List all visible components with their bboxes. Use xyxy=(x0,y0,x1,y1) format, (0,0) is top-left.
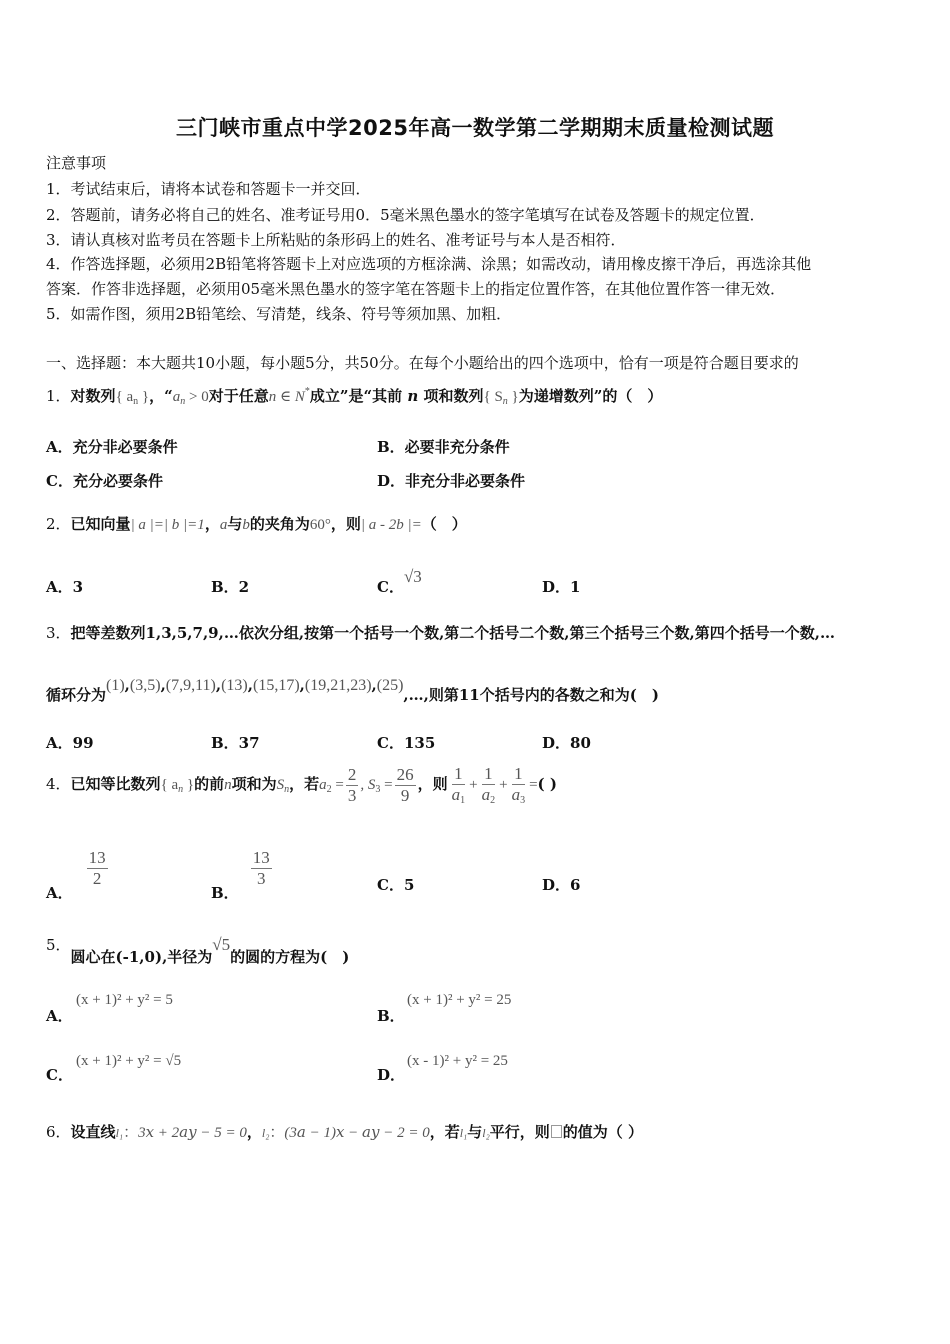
question-2: 2．已知向量| a |=| b |=1，a与b的夹角为60°，则| a - 2b |=（ ） xyxy=(46,515,467,533)
question-5: 5．圆心在(-1,0),半径为√5的圆的方程为( ) xyxy=(46,935,350,966)
question-number: 4． xyxy=(46,775,71,794)
q5-option-c-formula: (x + 1)² + y² = √5 xyxy=(76,1053,182,1069)
q1-option-a[interactable]: A．充分非必要条件 xyxy=(46,438,178,456)
question-6: 6．设直线l₁：3𝑥 + 2𝑎𝑦 − 5 = 0，l₂：(3𝑎 − 1)𝑥 − 𝑎𝑦 − 2 = 0，若l₁与l₂平行，则 的值为（ ） xyxy=(46,1123,644,1141)
q5-option-a[interactable]: A． xyxy=(46,1007,73,1025)
q2-option-d[interactable]: D．1 xyxy=(542,578,581,596)
notice-item: 5．如需作图，须用2B铅笔绘、写清楚，线条、符号等须加黑、加粗． xyxy=(46,305,512,323)
q5-option-d-formula: (x - 1)² + y² = 25 xyxy=(407,1053,508,1069)
q3-option-b[interactable]: B．37 xyxy=(211,734,260,752)
q4-option-c[interactable]: C．5 xyxy=(377,876,415,894)
q4-option-d[interactable]: D．6 xyxy=(542,876,581,894)
question-number: 6． xyxy=(46,1123,71,1141)
q1-option-d[interactable]: D．非充分非必要条件 xyxy=(377,472,526,490)
notice-item: 2．答题前，请务必将自己的姓名、准考证号用0．5毫米黑色墨水的签字笔填写在试卷及答题卡的规定位置． xyxy=(46,206,765,224)
q4-option-a[interactable]: A． $\frac{13}{2}$ xyxy=(46,848,106,903)
q5-option-a-formula: (x + 1)² + y² = 5 xyxy=(76,992,173,1008)
notice-item: 1．考试结束后，请将本试卷和答题卡一并交回． xyxy=(46,180,371,198)
page-title: 三门峡市重点中学2025年高一数学第二学期期末质量检测试题 xyxy=(176,116,774,140)
notice-heading: 注意事项 xyxy=(46,154,107,172)
question-number: 5． xyxy=(46,936,71,954)
question-3-line-2: 循环分为(1),(3,5),(7,9,11),(13),(15,17),(19,21,23),(25),…,则第11个括号内的各数之和为( ) xyxy=(46,676,659,704)
question-3-line-1: 3．把等差数列1,3,5,7,9,…依次分组,按第一个括号一个数,第二个括号二个数,第三个括号三个数,第四个括号一个数,… xyxy=(46,624,835,642)
q2-option-c[interactable]: C．√3 xyxy=(377,567,422,596)
notice-item: 3．请认真核对监考员在答题卡上所粘贴的条形码上的姓名、准考证号与本人是否相符． xyxy=(46,231,626,249)
question-4: 4．已知等比数列{ $a_n$ }的前n项和为$S_n$，若$a_2$ = $\frac{2}{3}$ , $S_3$ = $\frac{26}{9}$ ，则 $\frac{1}{a_1}$ + $\frac{1}{a_2}$ + $\frac{1}{a_3}$ =( ) xyxy=(46,764,557,806)
placeholder-glyph xyxy=(551,1125,562,1138)
q2-option-b[interactable]: B．2 xyxy=(211,578,250,596)
question-number: 3． xyxy=(46,624,71,642)
notice-item: 4．作答选择题，必须用2B铅笔将答题卡上对应选项的方框涂满、涂黑；如需改动，请用橡皮擦干净后，再选涂其他 xyxy=(46,255,812,273)
q5-option-b[interactable]: B． xyxy=(377,1007,405,1025)
q1-option-b[interactable]: B．必要非充分条件 xyxy=(377,438,510,456)
section-heading: 一、选择题：本大题共10小题，每小题5分，共50分。在每个小题给出的四个选项中，恰有一项是符合题目要求的 xyxy=(46,354,799,372)
q5-option-d[interactable]: D． xyxy=(377,1066,406,1084)
q2-option-a[interactable]: A．3 xyxy=(46,578,84,596)
q4-option-b[interactable]: B． $\frac{13}{3}$ xyxy=(211,848,270,903)
q3-option-c[interactable]: C．135 xyxy=(377,734,436,752)
q1-option-c[interactable]: C．充分必要条件 xyxy=(46,472,163,490)
q5-option-c[interactable]: C． xyxy=(46,1066,73,1084)
notice-item: 答案．作答非选择题，必须用05毫米黑色墨水的签字笔在答题卡上的指定位置作答，在其他位置作答一律无效． xyxy=(46,280,786,298)
q5-option-b-formula: (x + 1)² + y² = 25 xyxy=(407,992,512,1008)
question-number: 2． xyxy=(46,515,71,533)
question-number: 1． xyxy=(46,387,71,405)
q3-option-a[interactable]: A．99 xyxy=(46,734,94,752)
question-1: 1．对数列{ $a_n$ }，“$a_n > 0$对于任意n ∈ N*成立”是“其前 n 项和数列{ $S_n$ }为递增数列”的（ ） xyxy=(46,386,663,407)
q3-option-d[interactable]: D．80 xyxy=(542,734,591,752)
